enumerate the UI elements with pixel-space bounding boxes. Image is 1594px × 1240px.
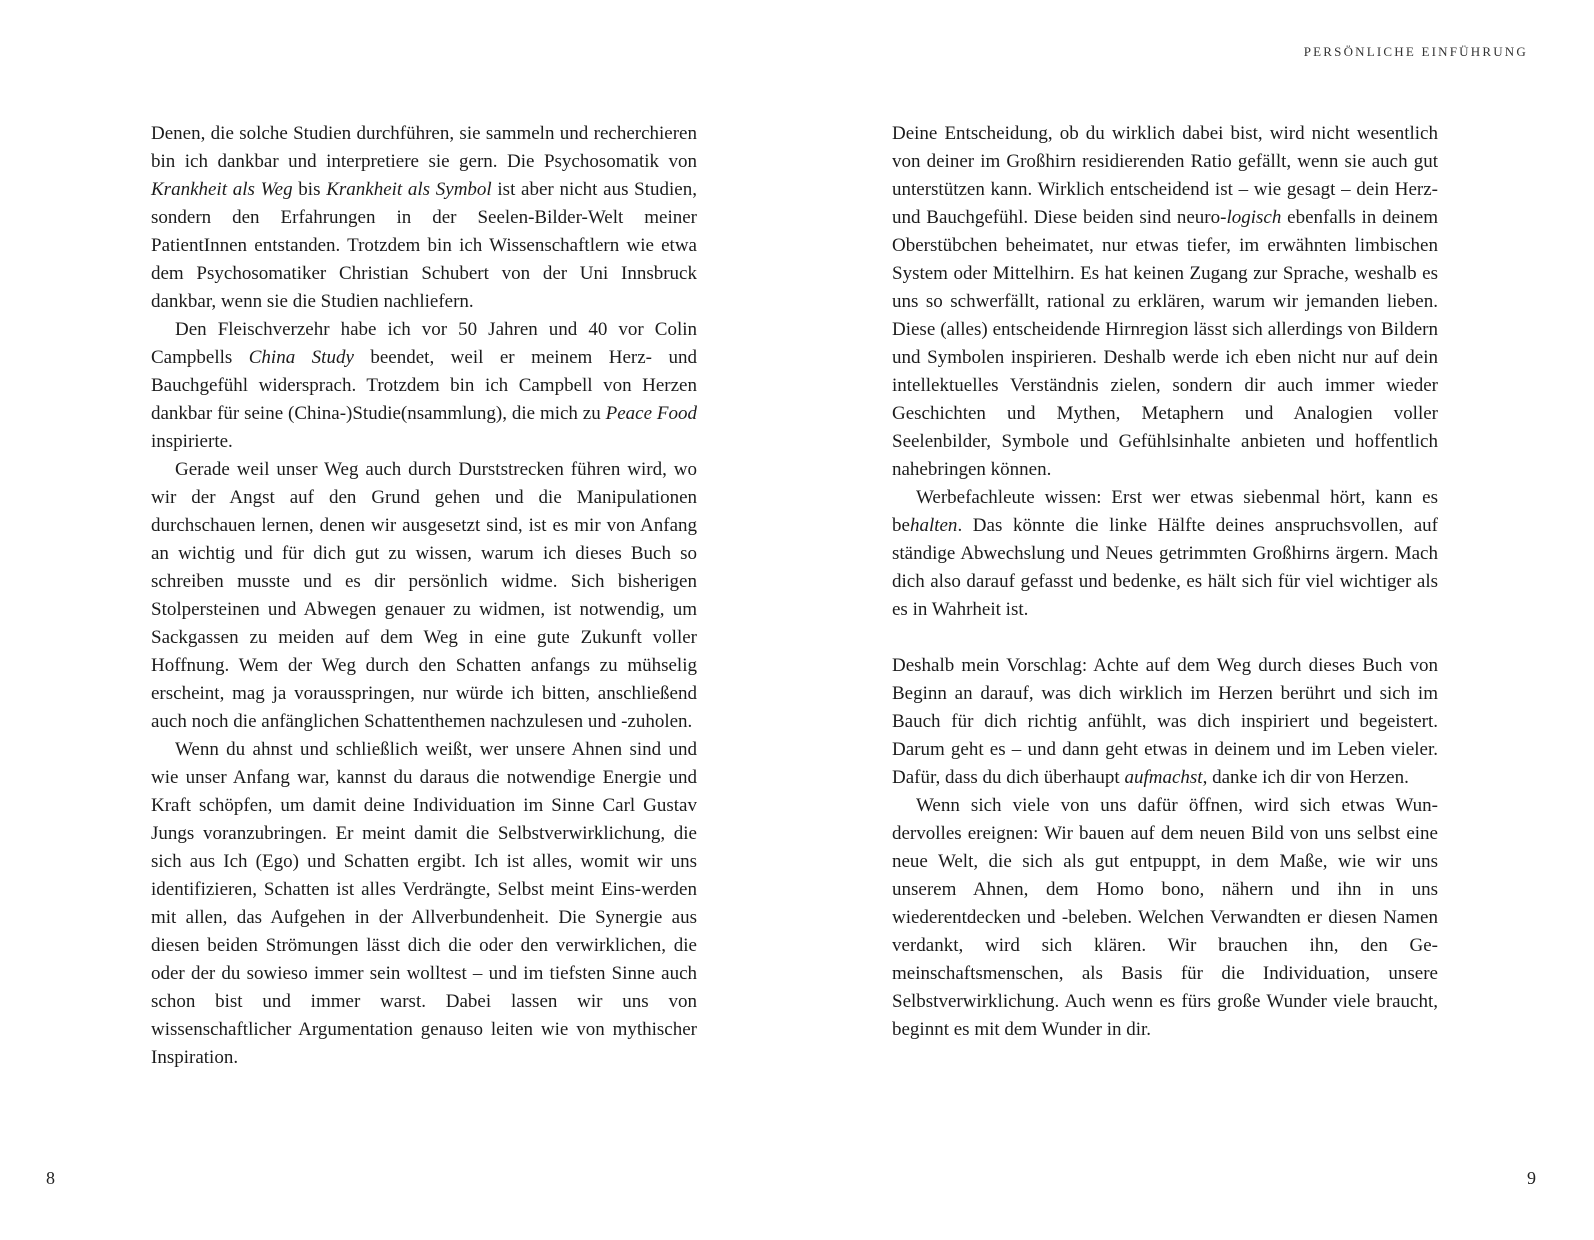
- left-paragraph-1: Denen, die solche Studien durchführen, sie sammeln und recherchieren bin ich dankbar und interpretiere sie gern. Die Psychosomatik von Krankheit als Weg bis Krankheit als Symbol ist aber nicht aus Studien, sondern den Erfahrungen in der Seelen-Bilder-Welt meiner PatientInnen entstanden. Trotzdem bin ich Wissenschaftlern wie etwa dem Psychosomatiker Christian Schubert von der Uni Innsbruck dankbar, wenn sie die Studien nachliefern.: [151, 123, 697, 312]
- book-title: Peace Food: [605, 403, 698, 424]
- right-paragraph-3: Deshalb mein Vorschlag: Achte auf dem Weg durch dieses Buch von Beginn an darauf, was dich wirklich im Herzen berührt und sich im Bauch für dich richtig anfühlt, was dich inspiriert und begeistert. Darum geht es – und dann geht etwas in deinem und im Leben vieler. Dafür, dass du dich überhaupt aufmachst, danke ich dir von Herzen.: [892, 655, 1438, 788]
- book-title: Krankheit als Symbol: [326, 179, 492, 200]
- left-paragraph-4: Wenn du ahnst und schließlich weißt, wer unsere Ahnen sind und wie unser Anfang war, kannst du daraus die notwendige Energie und Kraft schöpfen, um damit deine Individuation im Sinne Carl Gustav Jungs voranzubringen. Er meint damit die Selbstverwirklichung, die sich aus Ich (Ego) und Schatten ergibt. Ich ist alles, womit wir uns identifizieren, Schatten ist alles Verdrängte, Selbst meint Eins-werden mit allen, das Aufgehen in der Allverbundenheit. Die Synergie aus diesen beiden Strömungen lässt dich die oder den verwirklichen, die oder der du sowieso immer sein wolltest – und im tiefsten Sinne auch schon bist und immer warst. Dabei lassen wir uns von wissenschaftlicher Argumentation genauso leiten wie von mythischer Inspiration.: [151, 739, 697, 1068]
- right-page-text: [892, 120, 1438, 1044]
- left-paragraph-3: Gerade weil unser Weg auch durch Durststrecken führen wird, wo wir der Angst auf den Grund gehen und die Manipulationen durchschauen lernen, denen wir ausgesetzt sind, ist es mir von Anfang an wichtig und für dich gut zu wissen, warum ich dieses Buch so schreiben musste und es dir persönlich widme. Sich bisherigen Stolpersteinen und Abwegen genauer zu widmen, ist notwendig, um Sackgassen zu meiden auf dem Weg in eine gute Zukunft voller Hoffnung. Wem der Weg durch den Schatten anfangs zu mühselig erscheint, mag ja vorausspringen, nur würde ich bitten, anschließend auch noch die anfänglichen Schattenthemen nachzulesen und -zuholen.: [151, 459, 697, 732]
- page-number-right: 9: [1527, 1168, 1536, 1188]
- left-paragraph-2: Den Fleischverzehr habe ich vor 50 Jahren und 40 vor Colin Campbells China Study beendet, weil er meinem Herz- und Bauchgefühl widersprach. Trotzdem bin ich Campbell von Herzen dankbar für seine (China-)Studie(nsammlung), die mich zu Peace Food inspirierte.: [151, 319, 698, 452]
- right-paragraph-4: Wenn sich viele von uns dafür öffnen, wird sich etwas Wundervolles ereignen: Wir bauen auf dem neuen Bild von uns selbst eine neue Welt, die sich als gut entpuppt, in dem Maße, wie wir uns unserem Ahnen, dem Homo bono, nähern und ihn in uns wiederentdecken und -beleben. Welchen Verwandten er diesen Namen verdankt, wird sich klären. Wir brauchen ihn, den Gemeinschaftsmenschen, als Basis für die Individuation, unsere Selbstverwirklichung. Auch wenn es fürs große Wunder viele braucht, beginnt es mit dem Wunder in dir.: [892, 795, 1438, 1040]
- emphasis: halten: [909, 515, 958, 536]
- right-paragraph-1: Deine Entscheidung, ob du wirklich dabei bist, wird nicht wesentlich von deiner im Großhirn residierenden Ratio gefällt, wenn sie auch gut unterstützen kann. Wirklich entscheidend ist – wie gesagt – dein Herz- und Bauchgefühl. Diese beiden sind neuro-logisch ebenfalls in deinem Oberstübchen beheimatet, nur etwas tiefer, im erwähnten limbischen System oder Mittelhirn. Es hat keinen Zugang zur Sprache, weshalb es uns so schwerfällt, rational zu erklären, warum wir jemanden lieben. Diese (alles) entscheidende Hirnregion lässt sich allerdings von Bildern und Symbolen inspirieren. Deshalb werde ich eben nicht nur auf dein intellektuelles Verständnis zielen, sondern dir auch immer wieder Geschichten und Mythen, Metaphern und Analogien voller Seelenbilder, Symbole und Gefühlsinhalte anbieten und hoffentlich nahebringen können.: [892, 123, 1438, 480]
- page-number-left: 8: [46, 1168, 55, 1188]
- book-title: China Study: [248, 347, 354, 368]
- right-paragraph-2: Werbefachleute wissen: Erst wer etwas siebenmal hört, kann es behalten. Das könnte die linke Hälfte deines anspruchsvollen, auf ständige Abwechslung und Neues getrimmten Großhirns ärgern. Mach dich also darauf gefasst und bedenke, es hält sich für viel wichtiger als es in Wahrheit ist.: [892, 487, 1438, 620]
- emphasis: aufmachst: [1124, 767, 1203, 788]
- emphasis: logisch: [1226, 207, 1282, 228]
- book-title: Krankheit als Weg: [151, 179, 293, 200]
- running-head: PERSÖNLICHE EINFÜHRUNG: [1303, 44, 1528, 59]
- left-page-text: [151, 120, 697, 1072]
